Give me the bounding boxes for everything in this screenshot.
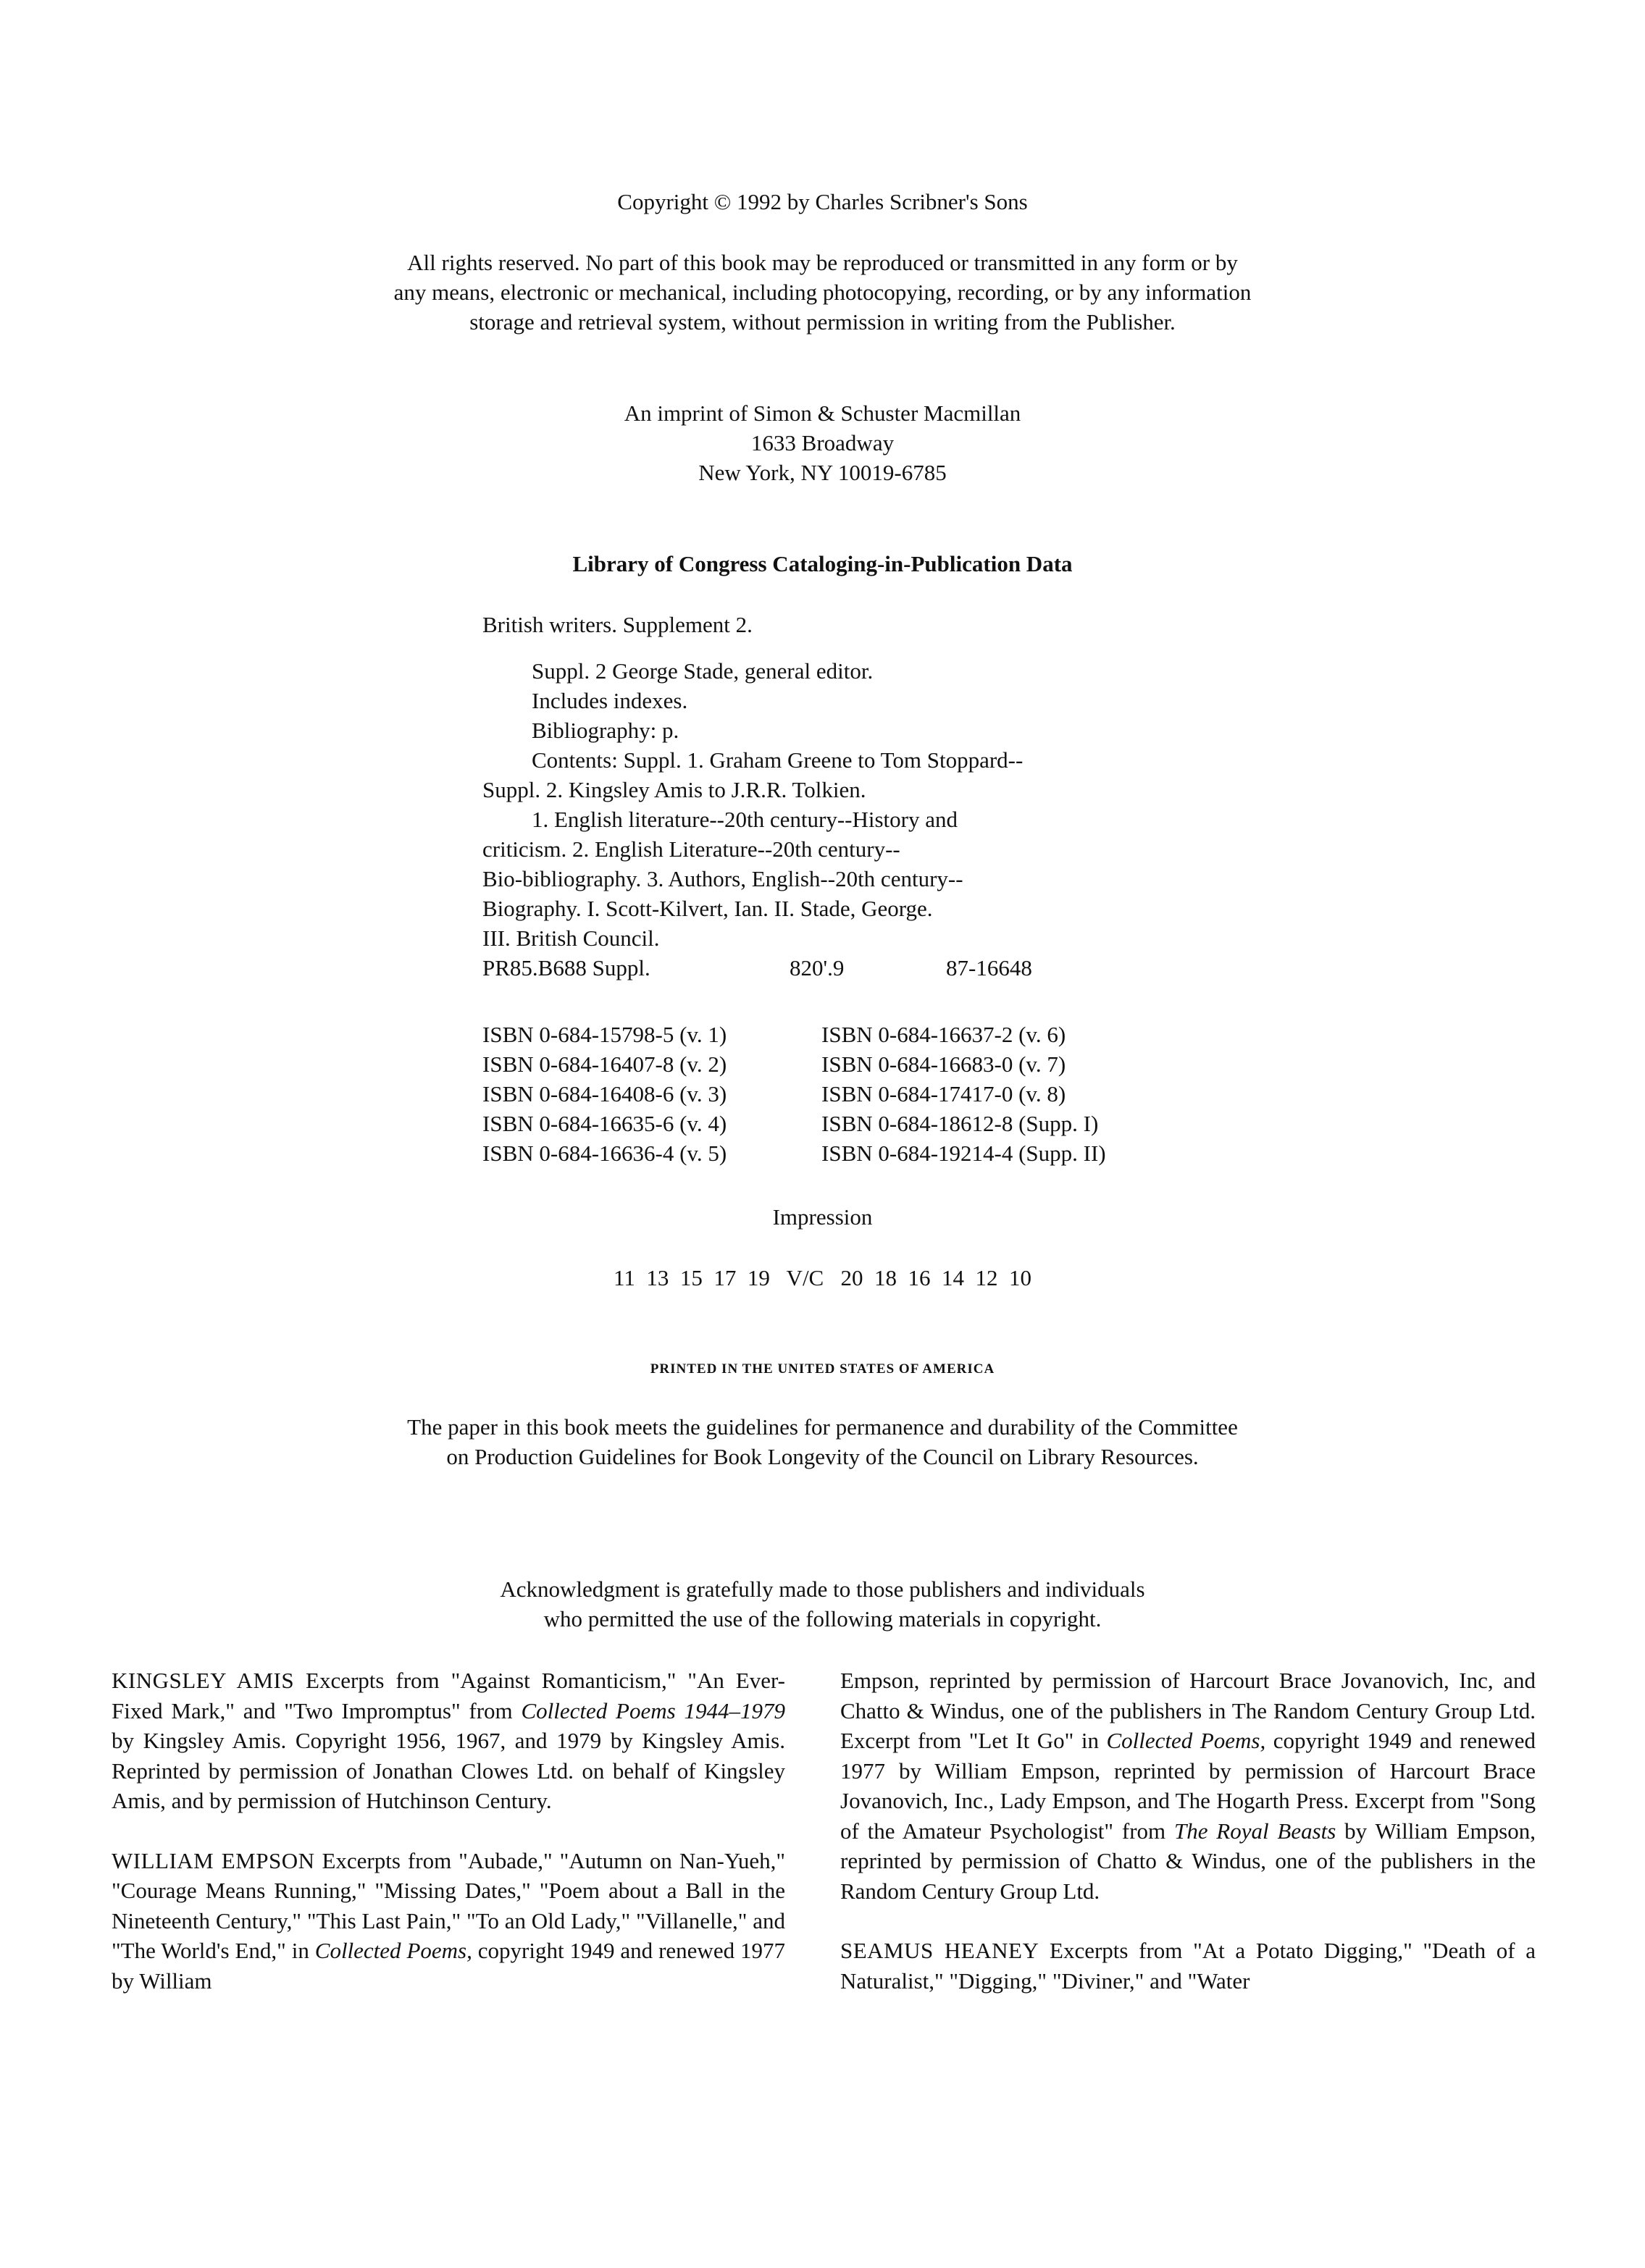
imprint-address (0, 398, 1645, 487)
impression-numbers: 11 13 15 17 19 V/C 20 18 16 14 12 10 (614, 1265, 1031, 1290)
credit-text: Excerpts from "Against Romanticism," "An Ever-Fixed Mark," and "Two Impromptus" from (112, 1668, 785, 1723)
acknowledgment-line: Acknowledgment is gratefully made to those publishers and individuals (500, 1576, 1145, 1602)
credit-text: Excerpts from "At a Potato Digging," "Death of a Naturalist," "Digging," "Diviner," and "Water (840, 1938, 1536, 1994)
paper-line: on Production Guidelines for Book Longevity of the Council on Library Resources. (446, 1444, 1199, 1469)
cip-title: British writers. Supplement 2. (482, 612, 753, 637)
cip-line: Biography. I. Scott-Kilvert, Ian. II. Stade, George. (482, 896, 933, 921)
rights-line: storage and retrieval system, without permission in writing from the Publisher. (469, 309, 1176, 335)
dewey-number: 820'.9 (790, 955, 845, 980)
credits-right-column (840, 1666, 1536, 1996)
cip-line: Bio-bibliography. 3. Authors, English--20th century-- (482, 866, 963, 891)
rights-line: any means, electronic or mechanical, including photocopying, recording, or by any information (393, 280, 1252, 305)
credit-title: Collected Poems, (1106, 1728, 1266, 1753)
credit-text: copyright 1949 and renewed 1977 by William (112, 1938, 785, 1994)
cip-line: Includes indexes. (532, 688, 688, 713)
isbn-item: ISBN 0-684-15798-5 (v. 1) (482, 1022, 727, 1047)
isbn-item: ISBN 0-684-16683-0 (v. 7) (821, 1051, 1066, 1077)
isbn-item: ISBN 0-684-16637-2 (v. 6) (821, 1022, 1066, 1047)
credit-text: by Kingsley Amis. Copyright 1956, 1967, and 1979 by Kingsley Amis. Reprinted by permission of Jonathan Clowes Ltd. on behalf of Kingsley Amis, and by permission of Hutchinson Century. (112, 1728, 785, 1813)
cip-line: criticism. 2. English Literature--20th century-- (482, 836, 900, 862)
rights-line: All rights reserved. No part of this book may be reproduced or transmitted in any form or by (407, 250, 1238, 275)
cip-line: Suppl. 2 George Stade, general editor. (532, 658, 874, 684)
cip-notes (532, 656, 1023, 775)
credit-title: Collected Poems, (314, 1938, 472, 1963)
credit-amis (112, 1666, 785, 1816)
cip-line: Suppl. 2. Kingsley Amis to J.R.R. Tolkien. (482, 777, 866, 802)
credit-text: by William Empson, reprinted by permission of Chatto & Windus, one of the publishers in the Random Century Group Ltd. (840, 1818, 1536, 1904)
paper-line: The paper in this book meets the guidelines for permanence and durability of the Committee (407, 1414, 1238, 1440)
lccn: 87-16648 (946, 955, 1032, 980)
credit-text: Excerpts from "Aubade," "Autumn on Nan-Yueh," "Courage Means Running," "Missing Dates," "Poem about a Ball in the Nineteenth Century," "This Last Pain," "To an Old Lady," "Villanelle," and "The World's End," in (112, 1847, 785, 1963)
credit-empson-continued (840, 1666, 1536, 1906)
credit-empson (112, 1846, 785, 1996)
acknowledgment-line: who permitted the use of the following materials in copyright. (543, 1606, 1102, 1631)
credit-name: KINGSLEY AMIS (112, 1668, 295, 1693)
cip-line: Contents: Suppl. 1. Graham Greene to Tom Stoppard-- (532, 747, 1024, 773)
credit-title: The Royal Beasts (1173, 1818, 1336, 1844)
isbn-list-left (482, 1020, 727, 1168)
cip-classification (482, 953, 1032, 983)
credit-name: WILLIAM EMPSON (112, 1847, 315, 1873)
credit-title: Collected Poems 1944–1979 (521, 1697, 785, 1723)
copyright-line: Copyright © 1992 by Charles Scribner's Sons (617, 189, 1028, 214)
paper-statement (0, 1412, 1645, 1471)
imprint-line: An imprint of Simon & Schuster Macmillan (624, 400, 1021, 426)
isbn-item: ISBN 0-684-16407-8 (v. 2) (482, 1051, 727, 1077)
rights-statement (0, 248, 1645, 337)
isbn-item: ISBN 0-684-18612-8 (Supp. I) (821, 1111, 1099, 1136)
isbn-item: ISBN 0-684-19214-4 (Supp. II) (821, 1141, 1106, 1166)
isbn-list-right (821, 1020, 1106, 1168)
credit-heaney (840, 1936, 1536, 1996)
isbn-item: ISBN 0-684-16636-4 (v. 5) (482, 1141, 727, 1166)
credits-left-column (112, 1666, 785, 1996)
cip-heading: Library of Congress Cataloging-in-Publication Data (572, 551, 1073, 576)
credit-name: SEAMUS HEANEY (840, 1938, 1039, 1963)
cip-subjects (482, 775, 1032, 983)
cip-line: 1. English literature--20th century--History and (532, 807, 958, 832)
printed-in-usa: PRINTED IN THE UNITED STATES OF AMERICA (650, 1361, 995, 1377)
impression-label: Impression (772, 1204, 873, 1230)
cip-line: III. British Council. (482, 925, 660, 951)
imprint-line: New York, NY 10019-6785 (698, 460, 947, 485)
credit-text: Empson, reprinted by permission of Harcourt Brace Jovanovich, Inc, and Chatto & Windus, one of the publishers in The Random Century Group Ltd. Excerpt from "Let It Go" in (840, 1668, 1536, 1753)
credit-text: copyright 1949 and renewed 1977 by William Empson, reprinted by permission of Harcourt Brace Jovanovich, Inc., Lady Empson, and The Hogarth Press. Excerpt from "Song of the Amateur Psychologist" from (840, 1728, 1536, 1844)
isbn-item: ISBN 0-684-17417-0 (v. 8) (821, 1081, 1066, 1106)
acknowledgment-intro (0, 1574, 1645, 1634)
isbn-item: ISBN 0-684-16408-6 (v. 3) (482, 1081, 727, 1106)
call-number: PR85.B688 Suppl. (482, 955, 650, 980)
isbn-item: ISBN 0-684-16635-6 (v. 4) (482, 1111, 727, 1136)
cip-line: Bibliography: p. (532, 718, 679, 743)
imprint-line: 1633 Broadway (750, 430, 895, 455)
